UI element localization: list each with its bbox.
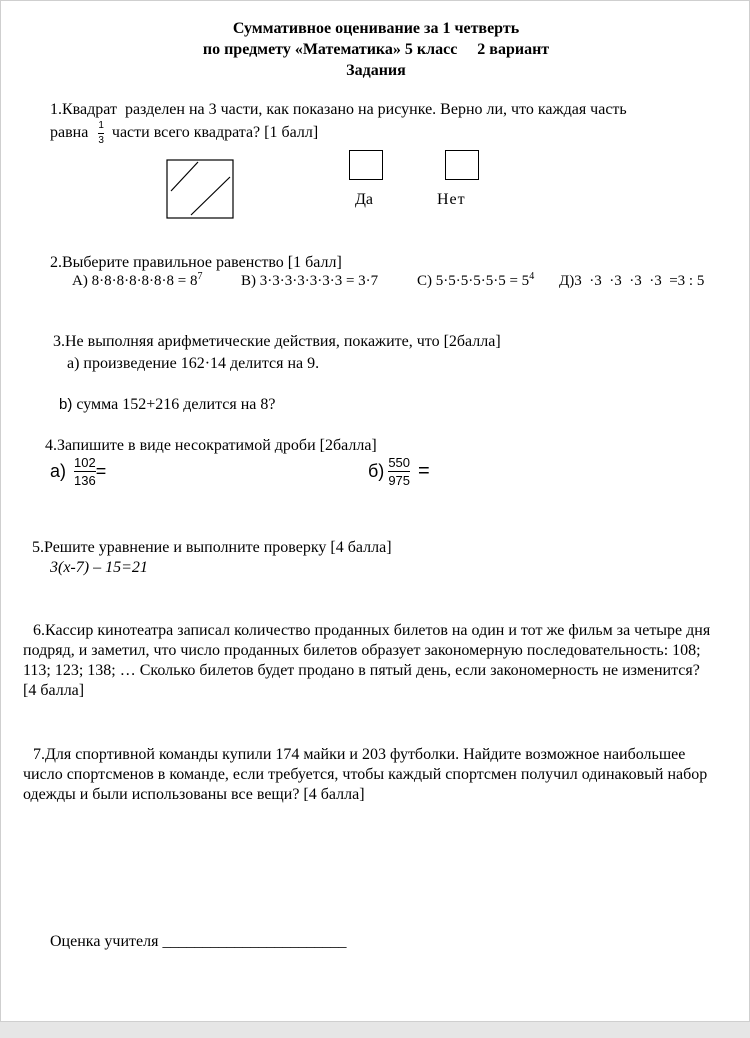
- q4-fraction-a-bar: [74, 471, 96, 472]
- answer-no-label: Нет: [437, 191, 466, 208]
- teacher-grade: [50, 933, 346, 951]
- q2-option-a: [72, 273, 203, 290]
- q2-option-b: В) 3·3·3·3·3·3·3 = 3·7: [241, 273, 379, 289]
- q7-text: 7.Для спортивной команды купили 174 майки и 203 футболки. Найдите возможное наибольшее число спортсменов в команде, если требуется, чтобы каждый спортсмен получил одинаковый набор одежды и были использованы все вещи? [4 балла]: [23, 746, 708, 803]
- q4-part-a-label: а): [50, 461, 67, 481]
- divided-square-figure: [166, 159, 236, 221]
- q2-text: 2.Выберите правильное равенство [1 балл]: [50, 254, 342, 271]
- answer-no-checkbox[interactable]: [445, 150, 479, 180]
- teacher-grade-label: Оценка учителя: [50, 933, 159, 950]
- q3-part-b-label: b): [59, 396, 73, 413]
- q4-fraction-b-numerator: 550: [388, 455, 411, 470]
- square-divider-2: [191, 177, 230, 215]
- q4-fraction-a: [74, 456, 96, 487]
- q1-text-pre: равна: [50, 124, 89, 142]
- q5-equation: 3(x-7) – 15=21: [50, 559, 148, 576]
- q1-text-post: части всего квадрата? [1 балл]: [111, 124, 319, 142]
- viewer-bottom-bar: [0, 1022, 750, 1038]
- q2-option-a-exponent: 7: [197, 271, 203, 282]
- square-outline: [167, 160, 233, 218]
- answer-yes-checkbox[interactable]: [349, 150, 383, 180]
- teacher-grade-line: _______________________: [162, 933, 347, 950]
- q3-part-b: [59, 396, 276, 414]
- header-title-line3: Задания: [346, 62, 406, 79]
- q6-text: 6.Кассир кинотеатра записал количество проданных билетов на один и тот же фильм за четыре дня подряд, и заметил, что число проданных билетов образует закономерную последовательность: 108; 113; 123; 138; … Сколько билетов будет продано в пятый день, если закономерность не изменится? [4 балла]: [23, 622, 711, 699]
- q3-part-a: а) произведение 162·14 делится на 9.: [67, 355, 320, 372]
- q2-option-d: Д)3 ·3 ·3 ·3 ·3 =3 : 5: [559, 273, 705, 289]
- q2-option-c: [417, 273, 534, 290]
- q2-option-c-text: С) 5·5·5·5·5·5 = 5: [417, 273, 530, 289]
- q4-fraction-a-numerator: 102: [74, 455, 96, 470]
- header-title-line1: Суммативное оценивание за 1 четверть: [232, 20, 520, 37]
- q4-part-b-equals: =: [418, 460, 430, 482]
- q1-text-line1: 1.Квадрат разделен на 3 части, как показано на рисунке. Верно ли, что каждая часть: [50, 101, 627, 118]
- q4-text: 4.Запишите в виде несократимой дроби [2балла]: [45, 437, 377, 454]
- q4-fraction-b: [388, 456, 410, 487]
- q1-fraction-numerator: 1: [98, 120, 104, 131]
- q5-text: 5.Решите уравнение и выполните проверку [4 балла]: [32, 539, 392, 556]
- q4-part-a-equals: =: [95, 461, 107, 481]
- q1-text-line2: [50, 121, 318, 146]
- square-divider-1: [171, 162, 198, 191]
- q2-option-c-exponent: 4: [529, 271, 535, 282]
- q2-option-a-text: А) 8·8·8·8·8·8·8 = 8: [72, 273, 198, 289]
- q4-fraction-b-denominator: 975: [388, 473, 411, 488]
- q4-part-b: [368, 456, 430, 487]
- q4-part-b-label: б): [368, 461, 385, 481]
- header-title-line2: по предмету «Математика» 5 класс 2 вариант: [202, 41, 550, 58]
- q4-fraction-b-bar: [388, 471, 410, 472]
- answer-yes-label: Да: [355, 191, 374, 208]
- q1-fraction-bar: [98, 133, 104, 134]
- q1-fraction: [98, 121, 104, 146]
- q1-fraction-denominator: 3: [98, 135, 104, 146]
- q4-fraction-a-denominator: 136: [74, 473, 96, 488]
- q3-part-b-text: сумма 152+216 делится на 8?: [76, 396, 276, 413]
- q3-text: 3.Не выполняя арифметические действия, покажите, что [2балла]: [53, 333, 501, 350]
- q4-part-a: [50, 456, 106, 487]
